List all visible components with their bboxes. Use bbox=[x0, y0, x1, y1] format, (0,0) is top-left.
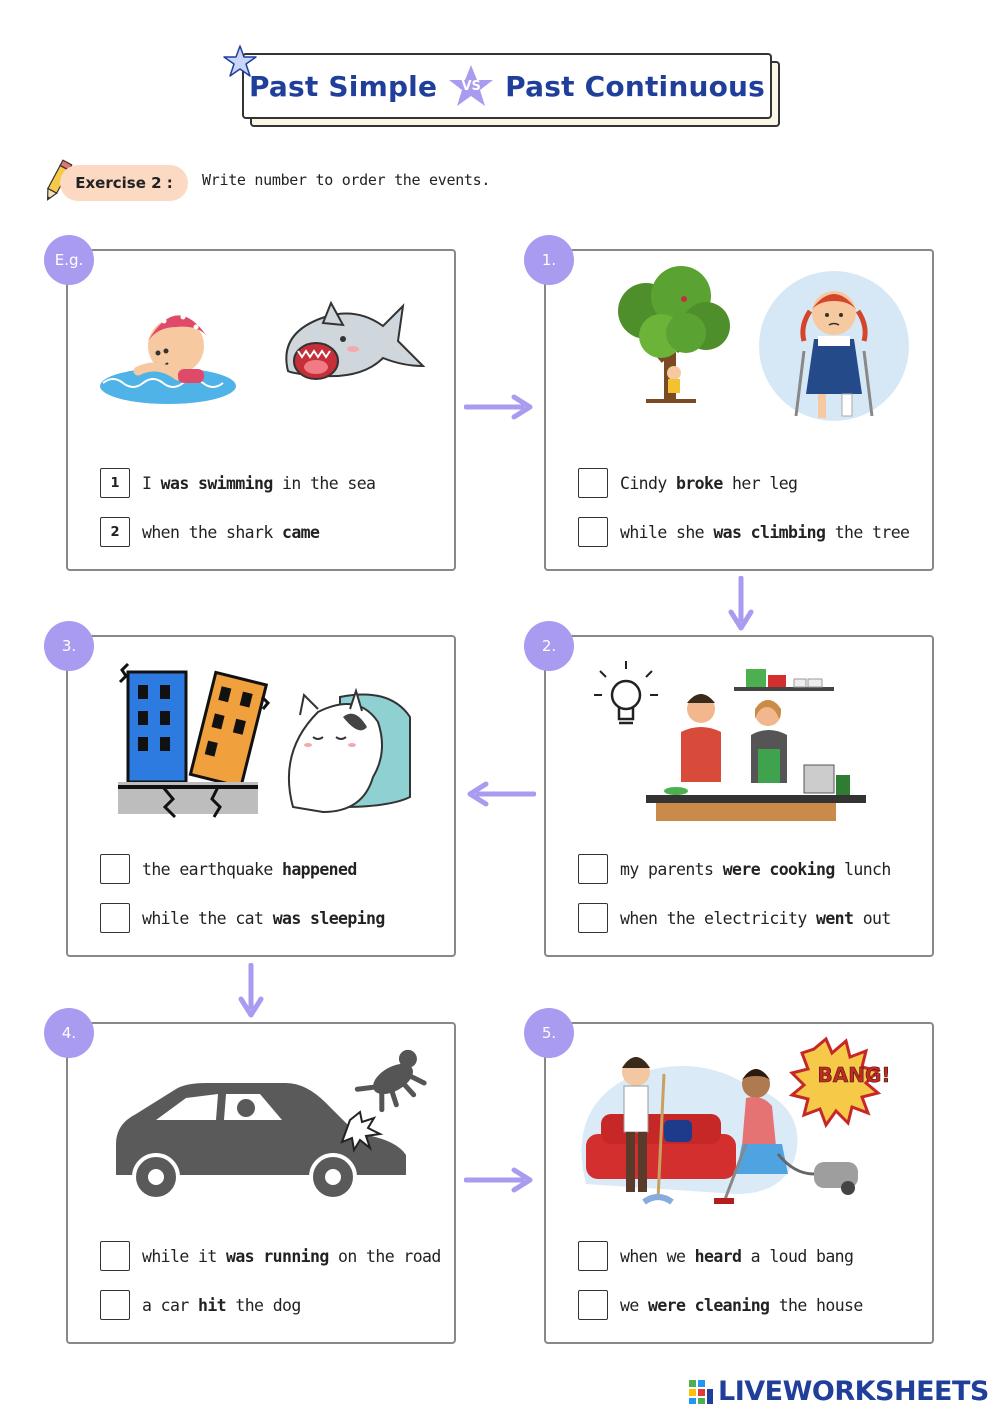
arrow-right-icon bbox=[464, 1167, 536, 1193]
card-3 bbox=[66, 635, 456, 957]
card-4 bbox=[66, 1022, 456, 1344]
sentence-4b: a car hit the dog bbox=[142, 1295, 301, 1315]
card1-row-1 bbox=[578, 466, 797, 500]
card1-row-2 bbox=[578, 515, 909, 549]
arrow-left-icon bbox=[464, 781, 536, 807]
arrow-right-icon bbox=[464, 394, 536, 420]
sentence-example-1: I was swimming in the sea bbox=[142, 473, 376, 493]
card3-row-1 bbox=[100, 852, 357, 886]
liveworksheets-mark-icon bbox=[688, 1379, 714, 1405]
card5-row-1 bbox=[578, 1239, 853, 1273]
card5-row-2 bbox=[578, 1288, 863, 1322]
liveworksheets-logo[interactable] bbox=[688, 1376, 989, 1407]
sentence-2b: when the electricity went out bbox=[620, 908, 891, 928]
order-box-5b[interactable] bbox=[578, 1290, 608, 1320]
sentence-3b: while the cat was sleeping bbox=[142, 908, 385, 928]
liveworksheets-text: LIVEWORKSHEETS bbox=[718, 1376, 989, 1407]
parents-cooking-illustration bbox=[546, 637, 936, 827]
sentence-2a: my parents were cooking lunch bbox=[620, 859, 891, 879]
cleaning-house-bang-illustration bbox=[546, 1024, 936, 1214]
car-hits-dog-illustration bbox=[68, 1024, 458, 1214]
badge-2: 2. bbox=[524, 621, 574, 671]
exercise-label: Exercise 2 : bbox=[60, 165, 188, 201]
example-row-1 bbox=[100, 466, 375, 500]
order-box-5a[interactable] bbox=[578, 1241, 608, 1271]
badge-5: 5. bbox=[524, 1008, 574, 1058]
tree-and-injured-girl-illustration bbox=[546, 251, 936, 441]
title-banner bbox=[242, 53, 772, 119]
order-box-2b[interactable] bbox=[578, 903, 608, 933]
example-row-2 bbox=[100, 515, 319, 549]
title-past-simple: Past Simple bbox=[248, 69, 438, 103]
badge-example: E.g. bbox=[44, 235, 94, 285]
card2-row-2 bbox=[578, 901, 891, 935]
badge-3: 3. bbox=[44, 621, 94, 671]
bang-text: BANG! bbox=[817, 1063, 891, 1087]
sentence-3a: the earthquake happened bbox=[142, 859, 357, 879]
title-past-continuous: Past Continuous bbox=[505, 69, 766, 103]
order-box-example-1[interactable]: 1 bbox=[100, 468, 130, 498]
exercise-instruction: Write number to order the events. bbox=[202, 171, 491, 189]
sentence-1b: while she was climbing the tree bbox=[620, 522, 910, 542]
card2-row-1 bbox=[578, 852, 891, 886]
card3-row-2 bbox=[100, 901, 385, 935]
swimmer-and-shark-illustration bbox=[68, 251, 458, 441]
order-box-3b[interactable] bbox=[100, 903, 130, 933]
card4-row-1 bbox=[100, 1239, 441, 1273]
order-box-4a[interactable] bbox=[100, 1241, 130, 1271]
sentence-5b: we were cleaning the house bbox=[620, 1295, 863, 1315]
order-box-example-2[interactable]: 2 bbox=[100, 517, 130, 547]
vs-label: VS bbox=[461, 78, 481, 94]
card-1 bbox=[544, 249, 934, 571]
order-box-4b[interactable] bbox=[100, 1290, 130, 1320]
order-box-3a[interactable] bbox=[100, 854, 130, 884]
card-5 bbox=[544, 1022, 934, 1344]
order-box-1b[interactable] bbox=[578, 517, 608, 547]
earthquake-and-sleeping-cat-illustration bbox=[68, 637, 458, 827]
sentence-example-2: when the shark came bbox=[142, 522, 320, 542]
card4-row-2 bbox=[100, 1288, 301, 1322]
order-box-1a[interactable] bbox=[578, 468, 608, 498]
sentence-5a: when we heard a loud bang bbox=[620, 1246, 854, 1266]
decorative-star-icon bbox=[222, 44, 258, 80]
arrow-down-icon bbox=[728, 576, 754, 632]
badge-4: 4. bbox=[44, 1008, 94, 1058]
card-example bbox=[66, 249, 456, 571]
card-2 bbox=[544, 635, 934, 957]
arrow-down-icon bbox=[238, 963, 264, 1019]
vs-star-icon bbox=[447, 62, 495, 110]
order-box-2a[interactable] bbox=[578, 854, 608, 884]
sentence-1a: Cindy broke her leg bbox=[620, 473, 798, 493]
badge-1: 1. bbox=[524, 235, 574, 285]
sentence-4a: while it was running on the road bbox=[142, 1246, 441, 1266]
